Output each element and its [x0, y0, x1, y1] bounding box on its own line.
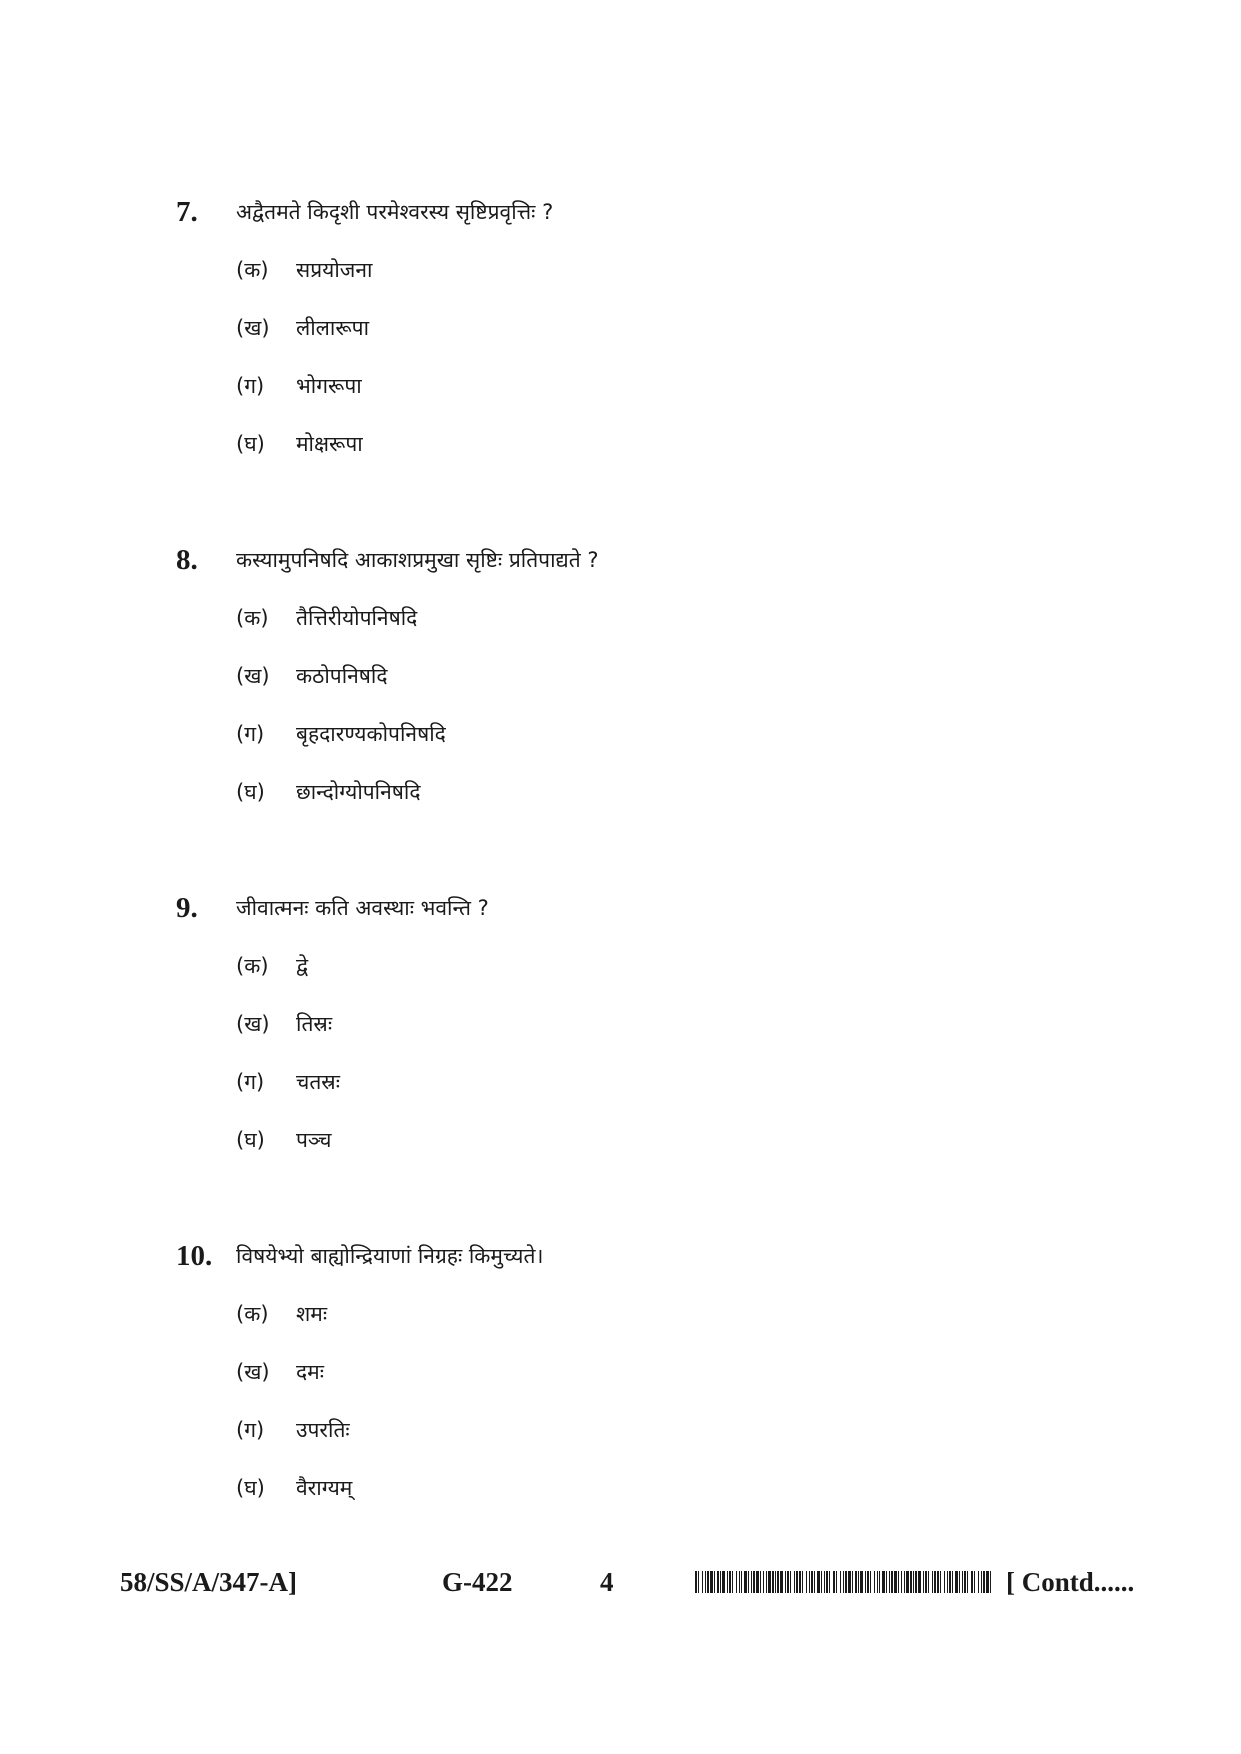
option-ga [0, 1062, 1241, 1102]
option-kha [0, 1004, 1241, 1044]
option-text: चतस्रः [296, 1070, 340, 1094]
option-text: दमः [296, 1360, 324, 1384]
option-label: (घ) [236, 1128, 265, 1152]
question-text: जीवात्मनः कति अवस्थाः भवन्ति ? [236, 896, 489, 920]
option-text: छान्दोग्योपनिषदि [296, 780, 421, 804]
option-text: शमः [296, 1302, 328, 1326]
option-gha [0, 1120, 1241, 1160]
option-label: (ख) [236, 316, 270, 340]
question-number: 9. [176, 892, 198, 924]
option-ka [0, 1294, 1241, 1334]
option-text: वैराग्यम् [296, 1476, 353, 1500]
question-header [0, 888, 1241, 928]
option-text: कठोपनिषदि [296, 664, 388, 688]
option-text: मोक्षरूपा [296, 432, 363, 456]
question-header [0, 540, 1241, 580]
question-text: विषयेभ्यो बाह्योन्द्रियाणां निग्रहः किमुच्यते। [236, 1244, 544, 1268]
option-label: (ख) [236, 1012, 270, 1036]
option-kha [0, 308, 1241, 348]
option-label: (ग) [236, 1418, 265, 1442]
question-8 [0, 540, 1241, 812]
question-header [0, 192, 1241, 232]
question-text: अद्वैतमते किदृशी परमेश्वरस्य सृष्टिप्रवृत्तिः ? [236, 200, 554, 224]
option-ka [0, 250, 1241, 290]
option-ka [0, 598, 1241, 638]
paper-code: 58/SS/A/347-A] [120, 1567, 298, 1597]
continued-marker: [ Contd...... [1006, 1567, 1135, 1597]
question-text: कस्यामुपनिषदि आकाशप्रमुखा सृष्टिः प्रतिपाद्यते ? [236, 548, 599, 572]
option-ga [0, 1410, 1241, 1450]
option-text: उपरतिः [296, 1418, 350, 1442]
option-kha [0, 656, 1241, 696]
question-number: 10. [176, 1240, 213, 1272]
option-label: (ग) [236, 374, 265, 398]
option-gha [0, 772, 1241, 812]
option-text: बृहदारण्यकोपनिषदि [296, 722, 446, 746]
option-label: (ख) [236, 1360, 270, 1384]
option-ka [0, 946, 1241, 986]
page-footer [0, 1562, 1241, 1602]
option-text: तिस्रः [296, 1012, 333, 1036]
option-gha [0, 424, 1241, 464]
question-number: 8. [176, 544, 198, 576]
question-number: 7. [176, 196, 198, 228]
option-label: (घ) [236, 432, 265, 456]
option-label: (क) [236, 606, 269, 630]
option-label: (घ) [236, 780, 265, 804]
option-text: पञ्च [296, 1128, 332, 1152]
question-7 [0, 192, 1241, 464]
page-number: 4 [600, 1567, 614, 1597]
option-label: (क) [236, 1302, 269, 1326]
barcode-image [695, 1571, 993, 1593]
option-ga [0, 366, 1241, 406]
option-text: सप्रयोजना [296, 258, 373, 282]
question-9 [0, 888, 1241, 1160]
option-ga [0, 714, 1241, 754]
option-label: (क) [236, 258, 269, 282]
option-text: भोगरूपा [296, 374, 362, 398]
option-label: (घ) [236, 1476, 265, 1500]
option-label: (ग) [236, 1070, 265, 1094]
option-text: तैत्तिरीयोपनिषदि [296, 606, 418, 630]
series-code: G-422 [442, 1567, 513, 1597]
question-10 [0, 1236, 1241, 1508]
option-gha [0, 1468, 1241, 1508]
option-label: (क) [236, 954, 269, 978]
option-text: लीलारूपा [296, 316, 370, 340]
option-text: द्वे [296, 954, 309, 978]
option-label: (ग) [236, 722, 265, 746]
option-label: (ख) [236, 664, 270, 688]
option-kha [0, 1352, 1241, 1392]
question-header [0, 1236, 1241, 1276]
